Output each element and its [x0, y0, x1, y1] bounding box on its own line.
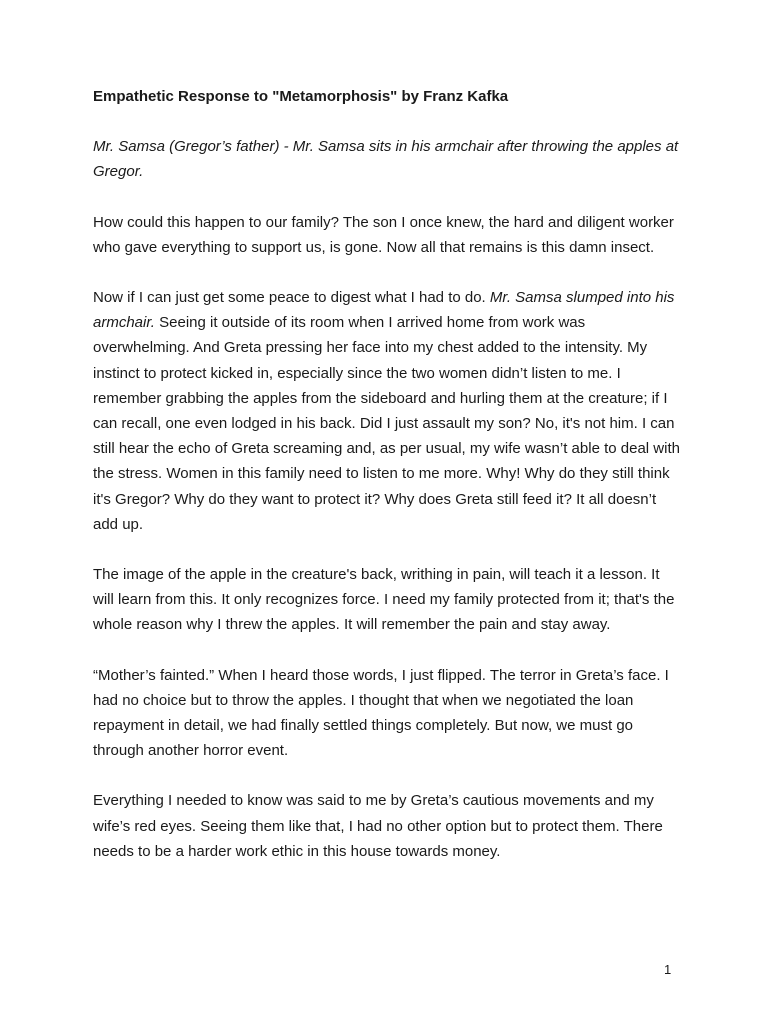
- paragraph-2: [93, 285, 683, 537]
- paragraph-1: How could this happen to our family? The son I once knew, the hard and diligent worker who gave everything to support us, is gone. Now all that remains is this damn insect.: [93, 213, 674, 256]
- paragraph-5: Everything I needed to know was said to me by Greta’s cautious movements and my wife’s red eyes. Seeing them like that, I had no other option but to protect them. There needs to be a harder work ethic in this house towards money.: [93, 792, 663, 860]
- document-subtitle: Mr. Samsa (Gregor’s father) - Mr. Samsa sits in his armchair after throwing the apples at Gregor.: [93, 138, 679, 181]
- document-page: [93, 84, 683, 889]
- paragraph-2-rest: Seeing it outside of its room when I arrived home from work was overwhelming. And Greta pressing her face into my chest added to the intensity. My instinct to protect kicked in, especially since the two women didn’t listen to me. I remember grabbing the apples from the sideboard and hurling them at the creature; if I can recall, one even lodged in his back. Did I just assault my son? No, it's not him. I can still hear the echo of Greta screaming and, as per usual, my wife wasn’t able to deal with the stress. Women in this family need to listen to me more. Why! Why do they still think it's Gregor? Why do they want to protect it? Why does Greta still feed it? It all doesn’t add up.: [93, 314, 680, 533]
- paragraph-4: “Mother’s fainted.” When I heard those words, I just flipped. The terror in Greta’s face. I had no choice but to throw the apples. I thought that when we negotiated the loan repayment in detail, we had finally settled things completely. But now, we must go through another horror event.: [93, 666, 669, 760]
- paragraph-3: The image of the apple in the creature's back, writhing in pain, will teach it a lesson. It will learn from this. It only recognizes force. I need my family protected from it; that's the whole reason why I threw the apples. It will remember the pain and stay away.: [93, 566, 675, 634]
- paragraph-2-start: Now if I can just get some peace to digest what I had to do.: [93, 289, 490, 307]
- paragraph-2-italic: Mr. Samsa slumped into his armchair.: [93, 289, 675, 332]
- page-number: 1: [664, 962, 672, 977]
- document-title: Empathetic Response to "Metamorphosis" by Franz Kafka: [93, 88, 509, 105]
